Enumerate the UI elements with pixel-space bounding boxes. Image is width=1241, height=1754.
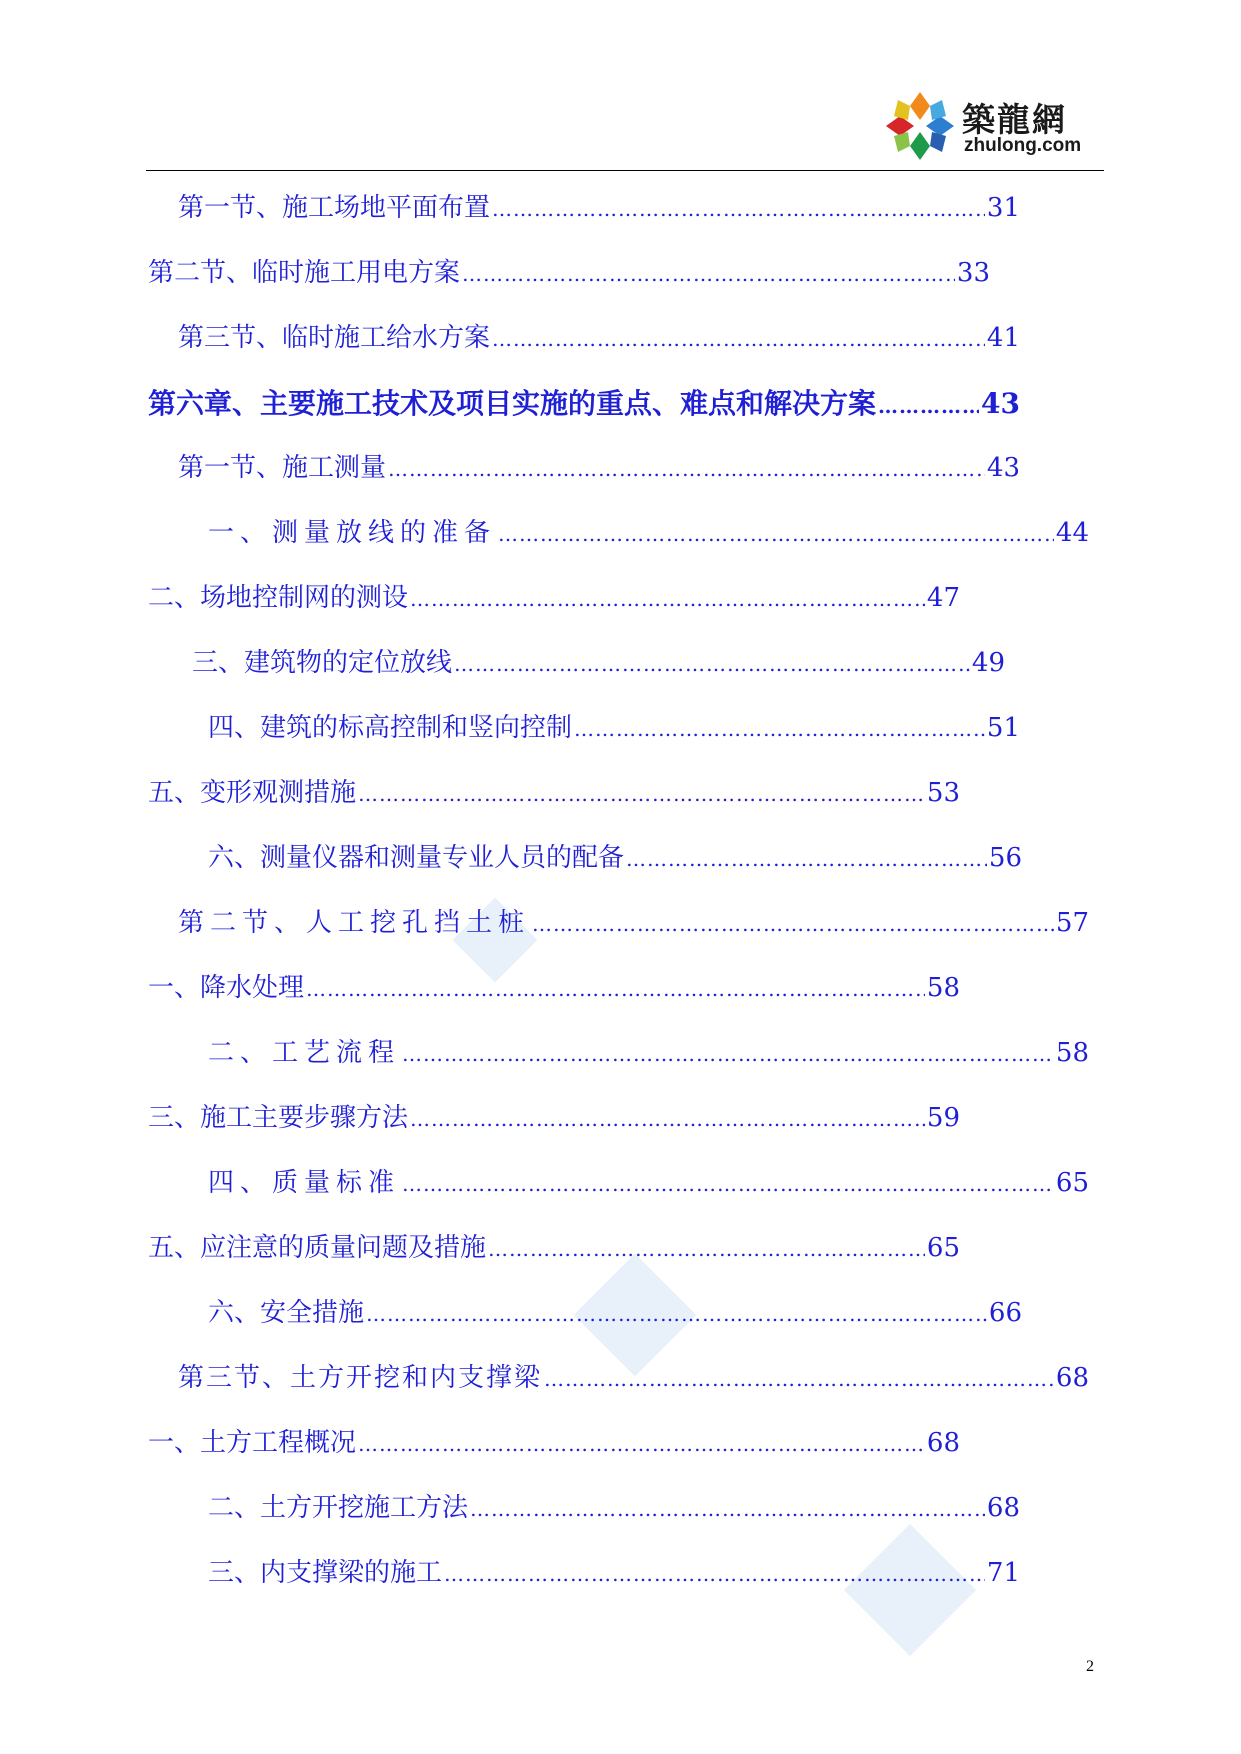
toc-entry-page: 65 [1055,1168,1089,1198]
toc-entry[interactable] [148,1098,960,1138]
toc-entry[interactable] [148,1228,960,1268]
toc-entry[interactable] [178,448,1020,488]
toc-entry[interactable] [208,1553,1020,1593]
toc-entry[interactable] [208,838,1022,878]
toc-entry-page: 44 [1055,518,1089,548]
toc-entry[interactable] [208,708,1020,748]
toc-dot-leader [574,709,985,749]
toc-entry[interactable] [178,1358,1089,1398]
toc-entry[interactable] [192,643,1005,683]
toc-dot-leader [626,839,987,879]
toc-entry-page: 53 [926,778,960,808]
toc-entry-page: 33 [956,258,990,288]
toc-entry-page: 51 [986,713,1020,743]
toc-entry-page: 49 [971,648,1005,678]
toc-entry-page: 68 [1055,1363,1089,1393]
toc-dot-leader [444,1554,985,1594]
toc-entry-page: 68 [926,1428,960,1458]
toc-entry-page: 65 [926,1233,960,1263]
toc-entry-title: 五、应注意的质量问题及措施 [148,1233,487,1263]
toc-dot-leader [410,1099,925,1139]
toc-entry-title: 第一节、施工测量 [178,453,387,483]
toc-entry[interactable] [208,1033,1089,1073]
toc-entry-title: 第三节、土方开挖和内支撑梁 [178,1363,543,1393]
toc-entry-title: 第三节、临时施工给水方案 [178,323,491,353]
toc-entry[interactable] [208,1163,1089,1203]
toc-entry-title: 第六章、主要施工技术及项目实施的重点、难点和解决方案 [148,387,877,420]
toc-dot-leader [492,319,985,359]
toc-entry-page: 31 [986,193,1020,223]
toc-entry-page: 68 [986,1493,1020,1523]
toc-entry-page: 47 [926,583,960,613]
toc-entry-title: 六、安全措施 [208,1298,365,1328]
toc-dot-leader [488,1229,925,1269]
toc-entry[interactable] [208,1293,1022,1333]
toc-entry-title: 二、土方开挖施工方法 [208,1493,469,1523]
toc-entry[interactable] [148,253,990,293]
zhulong-logo [884,90,1099,160]
toc-dot-leader [306,969,925,1009]
toc-entry-title: 一、测量放线的准备 [208,518,497,548]
page-number: 2 [1086,1658,1094,1675]
toc-entry-page: 58 [1055,1038,1089,1068]
toc-entry-title: 第二节、人工挖孔挡土桩 [178,908,531,938]
toc-entry[interactable] [148,968,960,1008]
logo-english-text: zhulong.com [964,135,1082,156]
header-rule [146,170,1104,171]
toc-entry-page: 56 [988,843,1022,873]
toc-entry-title: 六、测量仪器和测量专业人员的配备 [208,843,625,873]
toc-entry[interactable] [178,188,1020,228]
toc-entry-title: 五、变形观测措施 [148,778,357,808]
toc-dot-leader [462,254,955,294]
toc-entry[interactable] [148,578,960,618]
toc-dot-leader [492,189,985,229]
toc-entry-title: 一、降水处理 [148,973,305,1003]
toc-dot-leader [544,1359,1054,1399]
toc-entry-title: 第一节、施工场地平面布置 [178,193,491,223]
toc-dot-leader [358,774,925,814]
toc-entry-title: 二、工艺流程 [208,1038,401,1068]
toc-entry-title: 三、内支撑梁的施工 [208,1558,443,1588]
toc-dot-leader [454,644,970,684]
toc-entry[interactable] [148,773,960,813]
toc-dot-leader [498,514,1054,554]
toc-dot-leader [410,579,925,619]
toc-entry[interactable] [208,513,1089,553]
toc-entry-page: 43 [986,453,1020,483]
toc-entry[interactable] [178,903,1089,943]
toc-entry-title: 三、建筑物的定位放线 [192,648,453,678]
toc-entry[interactable] [208,1488,1020,1528]
toc-dot-leader [402,1164,1054,1204]
toc-dot-leader [358,1424,925,1464]
toc-dot-leader [878,386,979,426]
toc-dot-leader [366,1294,987,1334]
toc-chapter-entry[interactable] [148,384,1020,424]
toc-entry-title: 第二节、临时施工用电方案 [148,258,461,288]
toc-entry-page: 41 [986,323,1020,353]
toc-dot-leader [532,904,1054,944]
toc-dot-leader [470,1489,985,1529]
toc-entry-page: 71 [986,1558,1020,1588]
toc-entry-title: 二、场地控制网的测设 [148,583,409,613]
zhulong-logo-mark-icon [884,90,956,162]
toc-entry-page: 59 [926,1103,960,1133]
toc-entry-page: 43 [981,387,1020,420]
toc-entry-page: 57 [1055,908,1089,938]
toc-entry-page: 66 [988,1298,1022,1328]
toc-entry-page: 58 [926,973,960,1003]
toc-dot-leader [402,1034,1054,1074]
toc-entry[interactable] [178,318,1020,358]
toc-entry-title: 四、建筑的标高控制和竖向控制 [208,713,573,743]
toc-entry-title: 三、施工主要步骤方法 [148,1103,409,1133]
toc-entry[interactable] [148,1423,960,1463]
toc-entry-title: 一、土方工程概况 [148,1428,357,1458]
toc-entry-title: 四、质量标准 [208,1168,401,1198]
toc-dot-leader [388,449,985,489]
logo-chinese-text: 築龍網 [962,100,1067,139]
